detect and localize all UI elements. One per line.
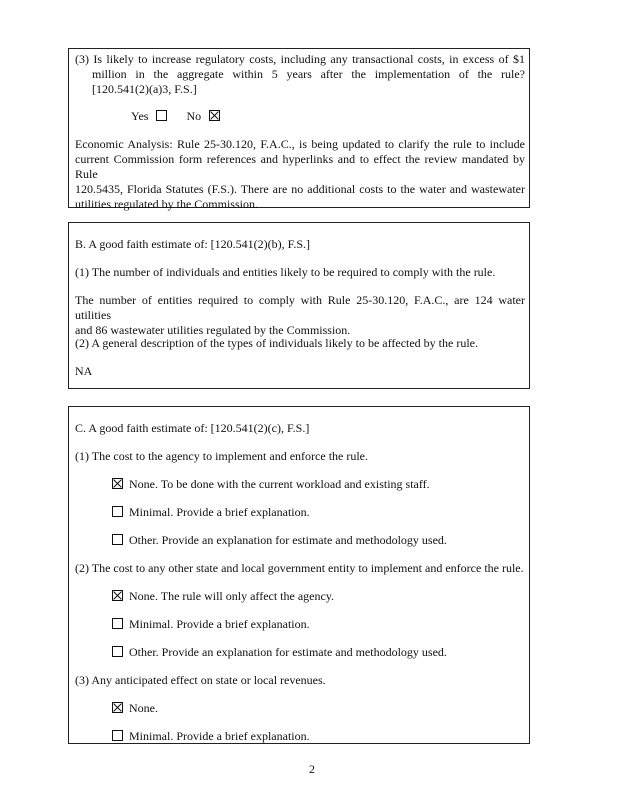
page-number: 2	[309, 762, 315, 776]
section-a-box	[68, 48, 530, 211]
econ-line-2: current Commission form references and hyperlinks and to effect the review mandated by Rule	[75, 152, 525, 181]
q2-option-minimal[interactable]	[112, 617, 310, 632]
section-b-box	[68, 222, 530, 389]
q3-line-2: million in the aggregate within 5 years after the implementation of the rule?	[92, 67, 525, 81]
q3-none-label: None.	[129, 701, 158, 715]
section-b-answer-1	[75, 293, 525, 338]
answer-1-line-1: The number of entities required to comply with Rule 25-30.120, F.A.C., are 124 water utilities	[75, 293, 525, 322]
section-c-question-3: (3) Any anticipated effect on state or local revenues.	[75, 673, 326, 687]
q3-option-minimal[interactable]	[112, 729, 310, 744]
q1-option-none[interactable]	[112, 477, 430, 492]
section-c-question-1: (1) The cost to the agency to implement and enforce the rule.	[75, 449, 369, 463]
econ-line-4: utilities regulated by the Commission.	[75, 197, 258, 211]
q1-minimal-checkbox[interactable]	[112, 506, 123, 517]
q1-option-minimal[interactable]	[112, 505, 310, 520]
q3-none-checkbox[interactable]	[112, 702, 123, 713]
no-checkbox[interactable]	[209, 110, 220, 121]
section-c-heading: C. A good faith estimate of: [120.541(2)(c), F.S.]	[75, 421, 310, 435]
q1-other-checkbox[interactable]	[112, 534, 123, 545]
section-b-heading: B. A good faith estimate of: [120.541(2)(b), F.S.]	[75, 237, 311, 251]
economic-analysis	[75, 137, 525, 212]
q1-none-label: None. To be done with the current workload and existing staff.	[129, 477, 430, 491]
section-b-question-2: (2) A general description of the types of individuals likely to be affected by the rule.	[75, 336, 478, 350]
answer-1-line-2: and 86 wastewater utilities regulated by the Commission.	[75, 323, 351, 337]
q3-option-none[interactable]	[112, 701, 158, 716]
yes-label: Yes	[131, 109, 149, 123]
q3-minimal-label: Minimal. Provide a brief explanation.	[129, 729, 310, 743]
yes-checkbox[interactable]	[156, 110, 167, 121]
q2-none-checkbox[interactable]	[112, 590, 123, 601]
econ-line-1: Economic Analysis: Rule 25-30.120, F.A.C., is being updated to clarify the rule to include	[75, 137, 525, 151]
section-b-question-1: (1) The number of individuals and entities likely to be required to comply with the rule.	[75, 265, 496, 279]
q2-option-none[interactable]	[112, 589, 334, 604]
no-label: No	[186, 109, 202, 123]
q1-other-label: Other. Provide an explanation for estimate and methodology used.	[129, 533, 447, 547]
q2-option-other[interactable]	[112, 645, 447, 660]
yes-no-choice	[131, 109, 220, 124]
section-c-box	[68, 406, 530, 744]
q2-other-label: Other. Provide an explanation for estimate and methodology used.	[129, 645, 447, 659]
question-3	[75, 52, 525, 97]
q2-none-label: None. The rule will only affect the agency.	[129, 589, 335, 603]
q3-minimal-checkbox[interactable]	[112, 730, 123, 741]
q1-minimal-label: Minimal. Provide a brief explanation.	[129, 505, 310, 519]
section-c-question-2: (2) The cost to any other state and local government entity to implement and enforce the rule.	[75, 561, 524, 575]
q1-none-checkbox[interactable]	[112, 478, 123, 489]
q3-line-1: (3) Is likely to increase regulatory costs, including any transactional costs, in excess of $1	[75, 52, 525, 66]
econ-line-3: 120.5435, Florida Statutes (F.S.). There are no additional costs to the water and wastewater	[75, 182, 525, 196]
section-b-answer-2: NA	[75, 364, 93, 378]
q2-minimal-checkbox[interactable]	[112, 618, 123, 629]
q2-other-checkbox[interactable]	[112, 646, 123, 657]
q2-minimal-label: Minimal. Provide a brief explanation.	[129, 617, 310, 631]
q3-line-3: [120.541(2)(a)3, F.S.]	[92, 82, 197, 96]
q1-option-other[interactable]	[112, 533, 447, 548]
